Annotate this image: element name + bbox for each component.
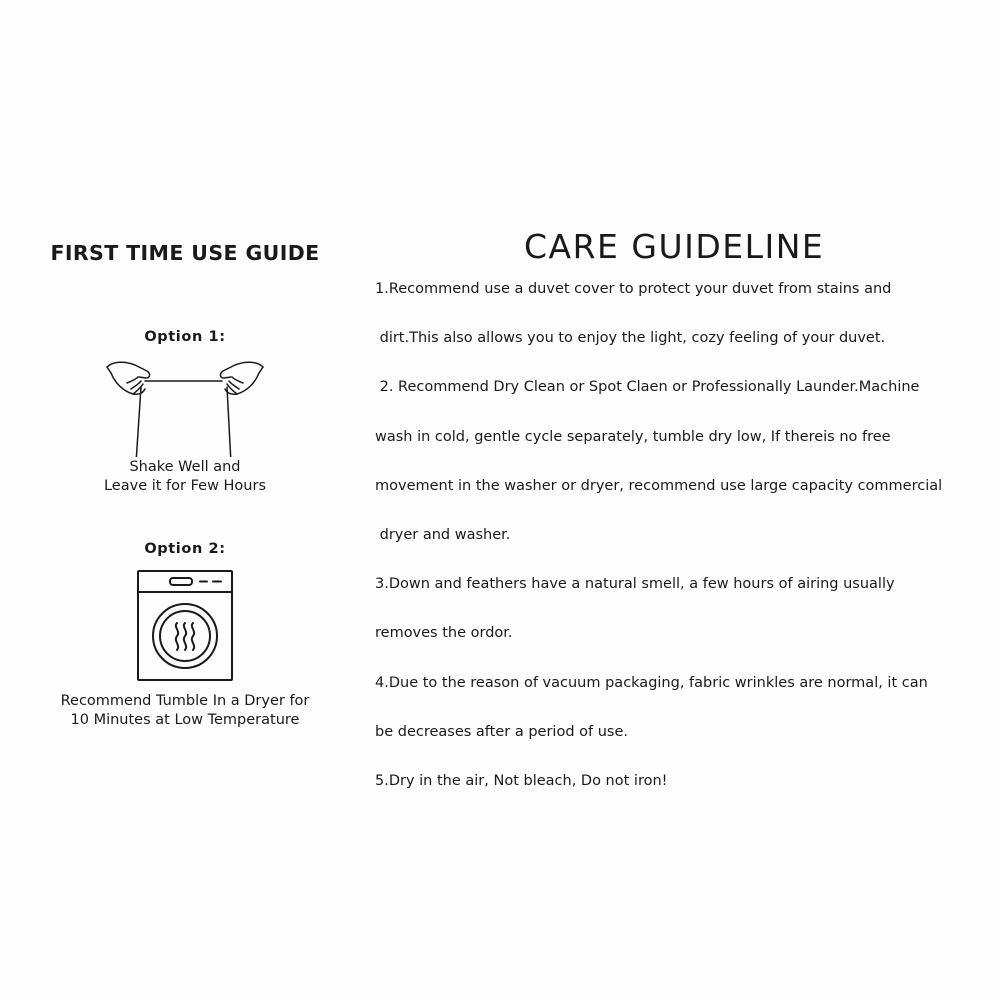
option-2-caption [61, 692, 310, 730]
option-2-caption-line-1: Recommend Tumble In a Dryer for [60, 693, 310, 709]
care-line: dirt.This also allows you to enjoy the light, cozy feeling of your duvet. [375, 330, 886, 347]
first-time-use-guide [20, 236, 350, 730]
option-1-caption-line-1: Shake Well and [129, 459, 241, 475]
care-guideline-text [375, 280, 975, 821]
care-line: 1.Recommend use a duvet cover to protect your duvet from stains and [375, 281, 892, 297]
option-2-label: Option 2: [144, 541, 226, 557]
care-line: dryer and washer. [375, 526, 511, 543]
care-line: 2. Recommend Dry Clean or Spot Claen or Professionally Launder.Machine [375, 379, 920, 396]
care-line: movement in the washer or dryer, recommend use large capacity commercial [375, 477, 943, 494]
tumble-dryer-icon [137, 570, 233, 681]
option-1-caption-line-2: Leave it for Few Hours [103, 478, 267, 494]
care-line: 5.Dry in the air, Not bleach, Do not iron! [375, 772, 668, 789]
care-line: 3.Down and feathers have a natural smell, a few hours of airing usually [375, 576, 895, 593]
option-2-caption-line-2: 10 Minutes at Low Temperature [70, 712, 300, 728]
first-time-guide-title: FIRST TIME USE GUIDE [50, 241, 320, 265]
care-line: be decreases after a period of use. [375, 723, 628, 740]
care-line: 4.Due to the reason of vacuum packaging, fabric wrinkles are normal, it can [375, 674, 928, 691]
care-line: wash in cold, gentle cycle separately, tumble dry low, If thereis no free [375, 428, 891, 445]
option-1-label: Option 1: [144, 329, 226, 345]
option-1-caption [104, 458, 266, 496]
care-guideline-title: CARE GUIDELINE [524, 227, 825, 266]
care-guideline [375, 222, 975, 821]
care-line: removes the ordor. [375, 625, 513, 642]
hands-shaking-duvet-icon [105, 357, 265, 457]
